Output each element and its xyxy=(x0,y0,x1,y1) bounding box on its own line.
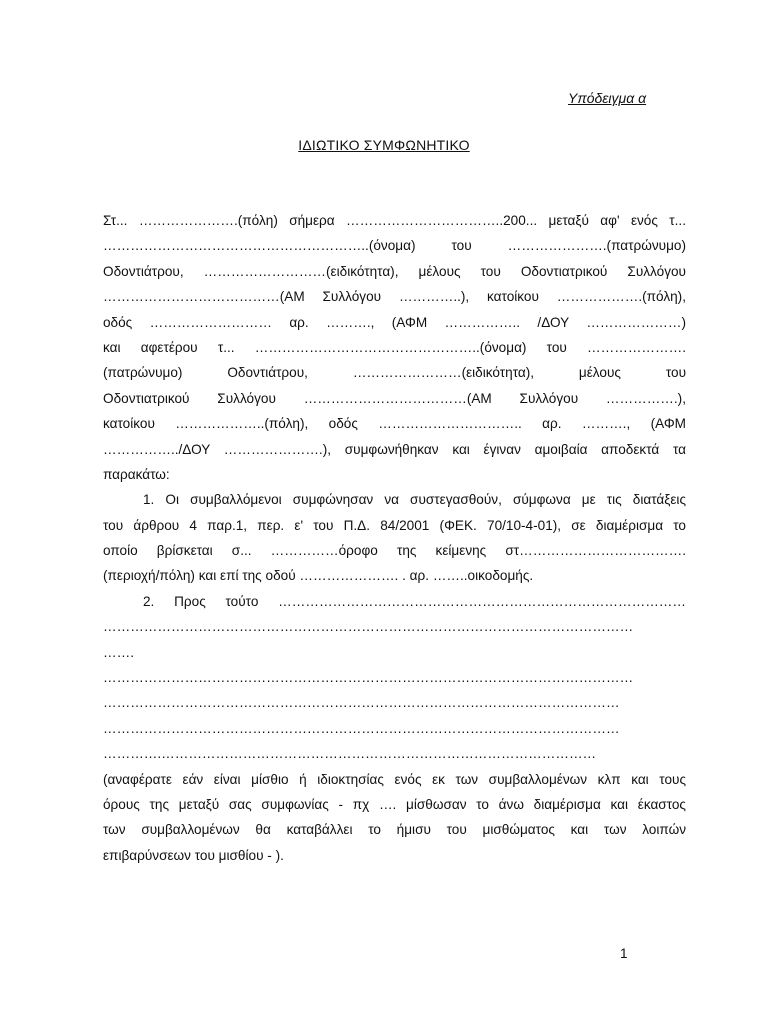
body-line: παρακάτω: xyxy=(103,466,170,482)
page-number: 1 xyxy=(620,946,628,961)
body-line: και αφετέρου τ... …………………………………………..(όνομα) του …………………. xyxy=(103,339,686,355)
body-line: (πατρώνυμο) Οδοντιάτρου, ……………………(ειδικότητα), μέλους του xyxy=(103,365,686,381)
document-body xyxy=(103,208,686,868)
body-line: ……………………………………………………………………………………………………… xyxy=(103,619,634,635)
body-line: ……. xyxy=(103,644,134,660)
body-line: Οδοντιάτρου, ………………………(ειδικότητα), μέλους του Οδοντιατρικού Συλλόγου xyxy=(103,263,686,279)
body-line: (περιοχή/πόλη) και επί της οδού …………………. . αρ. ……..οικοδομής. xyxy=(103,568,534,584)
document-title: ΙΔΙΩΤΙΚΟ ΣΥΜΦΩΝΗΤΙΚΟ xyxy=(298,137,470,153)
body-line: του άρθρου 4 παρ.1, περ. ε' του Π.Δ. 84/2001 (ΦΕΚ. 70/10-4-01), σε διαμέρισμα το xyxy=(103,517,686,533)
template-label: Υπόδειγμα α xyxy=(568,90,647,106)
body-line: 2. Προς τούτο ……………………………………………………………………………… xyxy=(143,593,686,609)
body-line: Στ... ………………….(πόλη) σήμερα ……………………………..200... μεταξύ αφ' ενός τ... xyxy=(103,213,686,228)
body-line: οδός ……………………… αρ. ………., (ΑΦΜ …………….. /ΔΟΥ …………………) xyxy=(103,314,686,330)
body-line: Οδοντιατρικού Συλλόγου ………………………………(ΑΜ Συλλόγου …………….), xyxy=(103,390,686,406)
body-line: οποίο βρίσκεται σ... ……………όροφο της κείμενης στ………………………………. xyxy=(103,543,686,559)
body-line: …………………………………………………………………………………………………… xyxy=(103,720,620,736)
body-line: των συμβαλλομένων θα καταβάλλει το ήμισυ του μισθώματος και των λοιπών xyxy=(103,822,686,838)
body-line: …………………………………………………………………………………………………… xyxy=(103,695,620,711)
body-line: ……………../ΔΟΥ ………………….), συμφωνήθηκαν και έγιναν αμοιβαία αποδεκτά τα xyxy=(103,441,686,457)
body-line: επιβαρύνσεων του μισθίου - ). xyxy=(103,847,284,863)
body-line: …………………………………………………..(όνομα) του ………………….(πατρώνυμο) xyxy=(103,238,686,254)
body-line: …………………………………(ΑΜ Συλλόγου …………..), κατοίκου ……………….(πόλη), xyxy=(103,289,686,305)
body-line: (αναφέρατε εάν είναι μίσθιο ή ιδιοκτησίας ενός εκ των συμβαλλομένων κλπ και τους xyxy=(103,771,686,787)
body-line: ………….…………………………………………………………………………………… xyxy=(103,746,597,762)
body-line: ……………………………………………………………………………………………………… xyxy=(103,670,634,686)
body-line: όρους της μεταξύ σας συμφωνίας - πχ …. μίσθωσαν το άνω διαμέρισμα και έκαστος xyxy=(103,796,686,812)
body-line: κατοίκου ………………..(πόλη), οδός ………………………….. αρ. ………., (ΑΦΜ xyxy=(103,416,686,432)
body-line: 1. Οι συμβαλλόμενοι συμφώνησαν να συστεγασθούν, σύμφωνα με τις διατάξεις xyxy=(143,492,686,508)
